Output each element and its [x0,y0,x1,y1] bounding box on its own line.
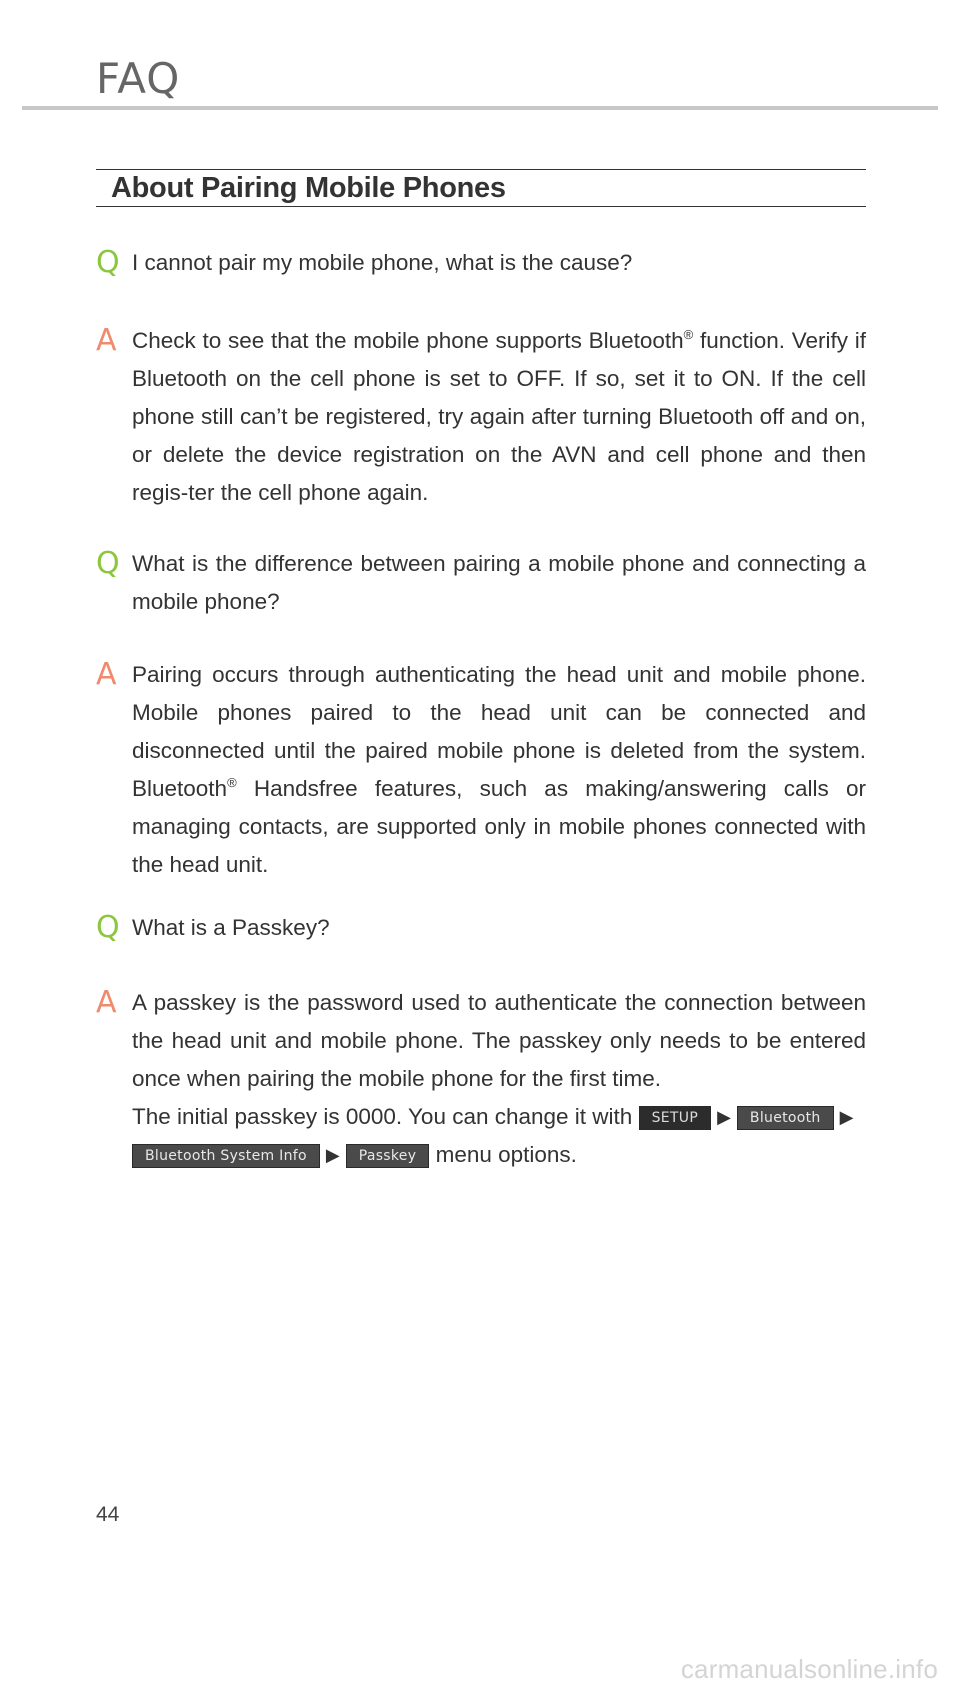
header-divider [22,106,938,110]
question-text: I cannot pair my mobile phone, what is the cause? [132,250,633,275]
question-marker-icon: Q [96,910,120,945]
passkey-button[interactable]: Passkey [346,1144,430,1168]
page-number: 44 [96,1503,120,1526]
question-3 [96,909,866,947]
answer-text: Check to see that the mobile phone supports Bluetooth® function. Verify if Bluetooth on the cell phone is set to OFF. If so, set it to ON. If the cell phone still can’t be registered, try again after turning Bluetooth off and on, or delete the device registration on the AVN and cell phone and then regis-ter the cell phone again. [132,327,866,505]
arrow-right-icon: ▶ [325,1145,340,1165]
section-rule-bottom [96,206,866,207]
section-rule-top [96,169,866,170]
question-2 [96,545,866,621]
chapter-title: FAQ [96,54,181,103]
question-text: What is a Passkey? [132,915,330,940]
answer-marker-icon: A [96,657,117,692]
bluetooth-system-info-button[interactable]: Bluetooth System Info [132,1144,320,1168]
question-marker-icon: Q [96,245,120,280]
watermark: carmanualsonline.info [680,1654,938,1684]
answer-text [132,984,866,1174]
question-text: What is the difference between pairing a mobile phone and connecting a mobile phone? [132,551,866,614]
menu-path-outro: menu options. [435,1142,577,1167]
answer-marker-icon: A [96,985,117,1020]
answer-paragraph: A passkey is the password used to authenticate the connection between the head unit and mobile phone. The passkey only needs to be entered once when pairing the mobile phone for the first time. [132,990,866,1091]
menu-path-line [132,1098,866,1174]
question-1 [96,244,866,282]
arrow-right-icon: ▶ [717,1107,731,1127]
question-marker-icon: Q [96,546,120,581]
answer-marker-icon: A [96,323,117,358]
bluetooth-button[interactable]: Bluetooth [737,1106,834,1130]
answer-3 [96,984,866,1174]
answer-2 [96,656,866,884]
menu-path-intro: The initial passkey is 0000. You can change it with [132,1104,633,1129]
arrow-right-icon: ▶ [839,1107,854,1127]
section-title: About Pairing Mobile Phones [111,172,506,204]
answer-text: Pairing occurs through authenticating the head unit and mobile phone. Mobile phones paired to the head unit can be connected and disconnected until the paired mobile phone is deleted from the system. Bluetooth® Handsfree features, such as making/answering calls or managing contacts, are supported only in mobile phones connected with the head unit. [132,662,866,877]
answer-1 [96,322,866,512]
setup-button[interactable]: SETUP [639,1106,711,1130]
